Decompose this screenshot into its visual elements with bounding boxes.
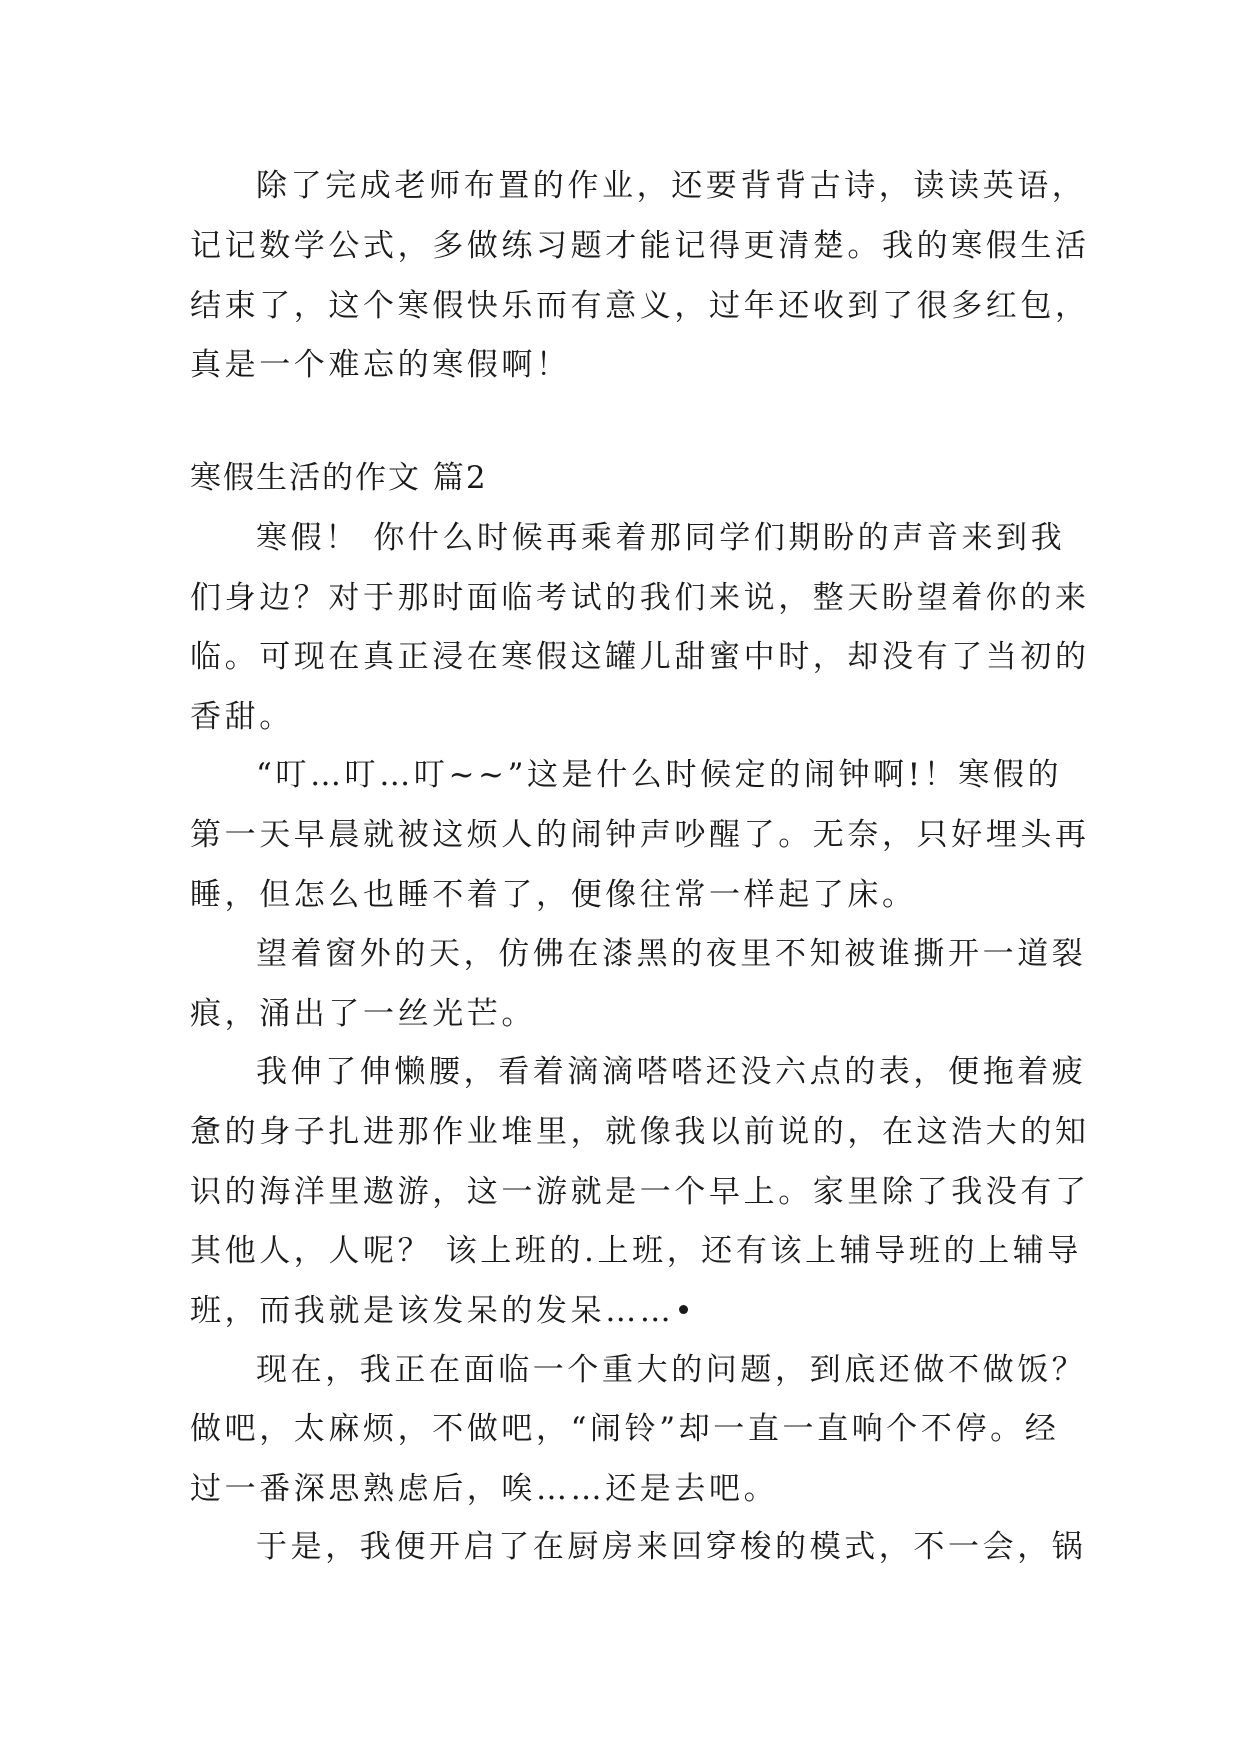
section-heading: 寒假生活的作文 篇2 <box>190 460 488 496</box>
paragraph-line: 结束了，这个寒假快乐而有意义，过年还收到了很多红包， <box>190 288 1090 324</box>
paragraph-line: 痕，涌出了一丝光芒。 <box>190 996 536 1032</box>
paragraph-line: 惫的身子扎进那作业堆里，就像我以前说的，在这浩大的知 <box>190 1114 1090 1150</box>
paragraph-line: 记记数学公式，多做练习题才能记得更清楚。我的寒假生活 <box>190 228 1090 264</box>
paragraph-line: 第一天早晨就被这烦人的闹钟声吵醒了。无奈，只好埋头再 <box>190 817 1090 853</box>
paragraph-line: “叮…叮…叮~~”这是什么时候定的闹钟啊!！寒假的 <box>256 757 1063 793</box>
paragraph-line: 除了完成老师布置的作业，还要背背古诗，读读英语， <box>256 168 1087 204</box>
paragraph-line: 现在，我正在面临一个重大的问题，到底还做不做饭？ <box>256 1352 1087 1388</box>
paragraph-line: 做吧，太麻烦，不做吧，“闹铃”却一直一直响个不停。经 <box>190 1411 1060 1447</box>
paragraph-line: 睡，但怎么也睡不着了，便像往常一样起了床。 <box>190 877 917 913</box>
paragraph-line: 其他人，人呢？ 该上班的.上班，还有该上辅导班的上辅导 <box>190 1233 1082 1269</box>
paragraph-line: 识的海洋里遨游，这一游就是一个早上。家里除了我没有了 <box>190 1174 1090 1210</box>
paragraph-line: 真是一个难忘的寒假啊！ <box>190 347 571 383</box>
paragraph-line: 我伸了伸懒腰，看着滴滴嗒嗒还没六点的表，便拖着疲 <box>256 1054 1087 1090</box>
paragraph-line: 临。可现在真正浸在寒假这罐儿甜蜜中时，却没有了当初的 <box>190 639 1090 675</box>
paragraph-line: 班，而我就是该发呆的发呆……• <box>190 1293 697 1329</box>
paragraph-line: 过一番深思熟虑后，唉……还是去吧。 <box>190 1471 779 1507</box>
paragraph-line: 香甜。 <box>190 699 294 735</box>
paragraph-line: 们身边？对于那时面临考试的我们来说，整天盼望着你的来 <box>190 580 1090 616</box>
paragraph-line: 于是，我便开启了在厨房来回穿梭的模式，不一会，锅 <box>256 1529 1087 1565</box>
paragraph-line: 望着窗外的天，仿佛在漆黑的夜里不知被谁撕开一道裂 <box>256 936 1087 972</box>
paragraph-line: 寒假！ 你什么时候再乘着那同学们期盼的声音来到我 <box>256 520 1066 556</box>
